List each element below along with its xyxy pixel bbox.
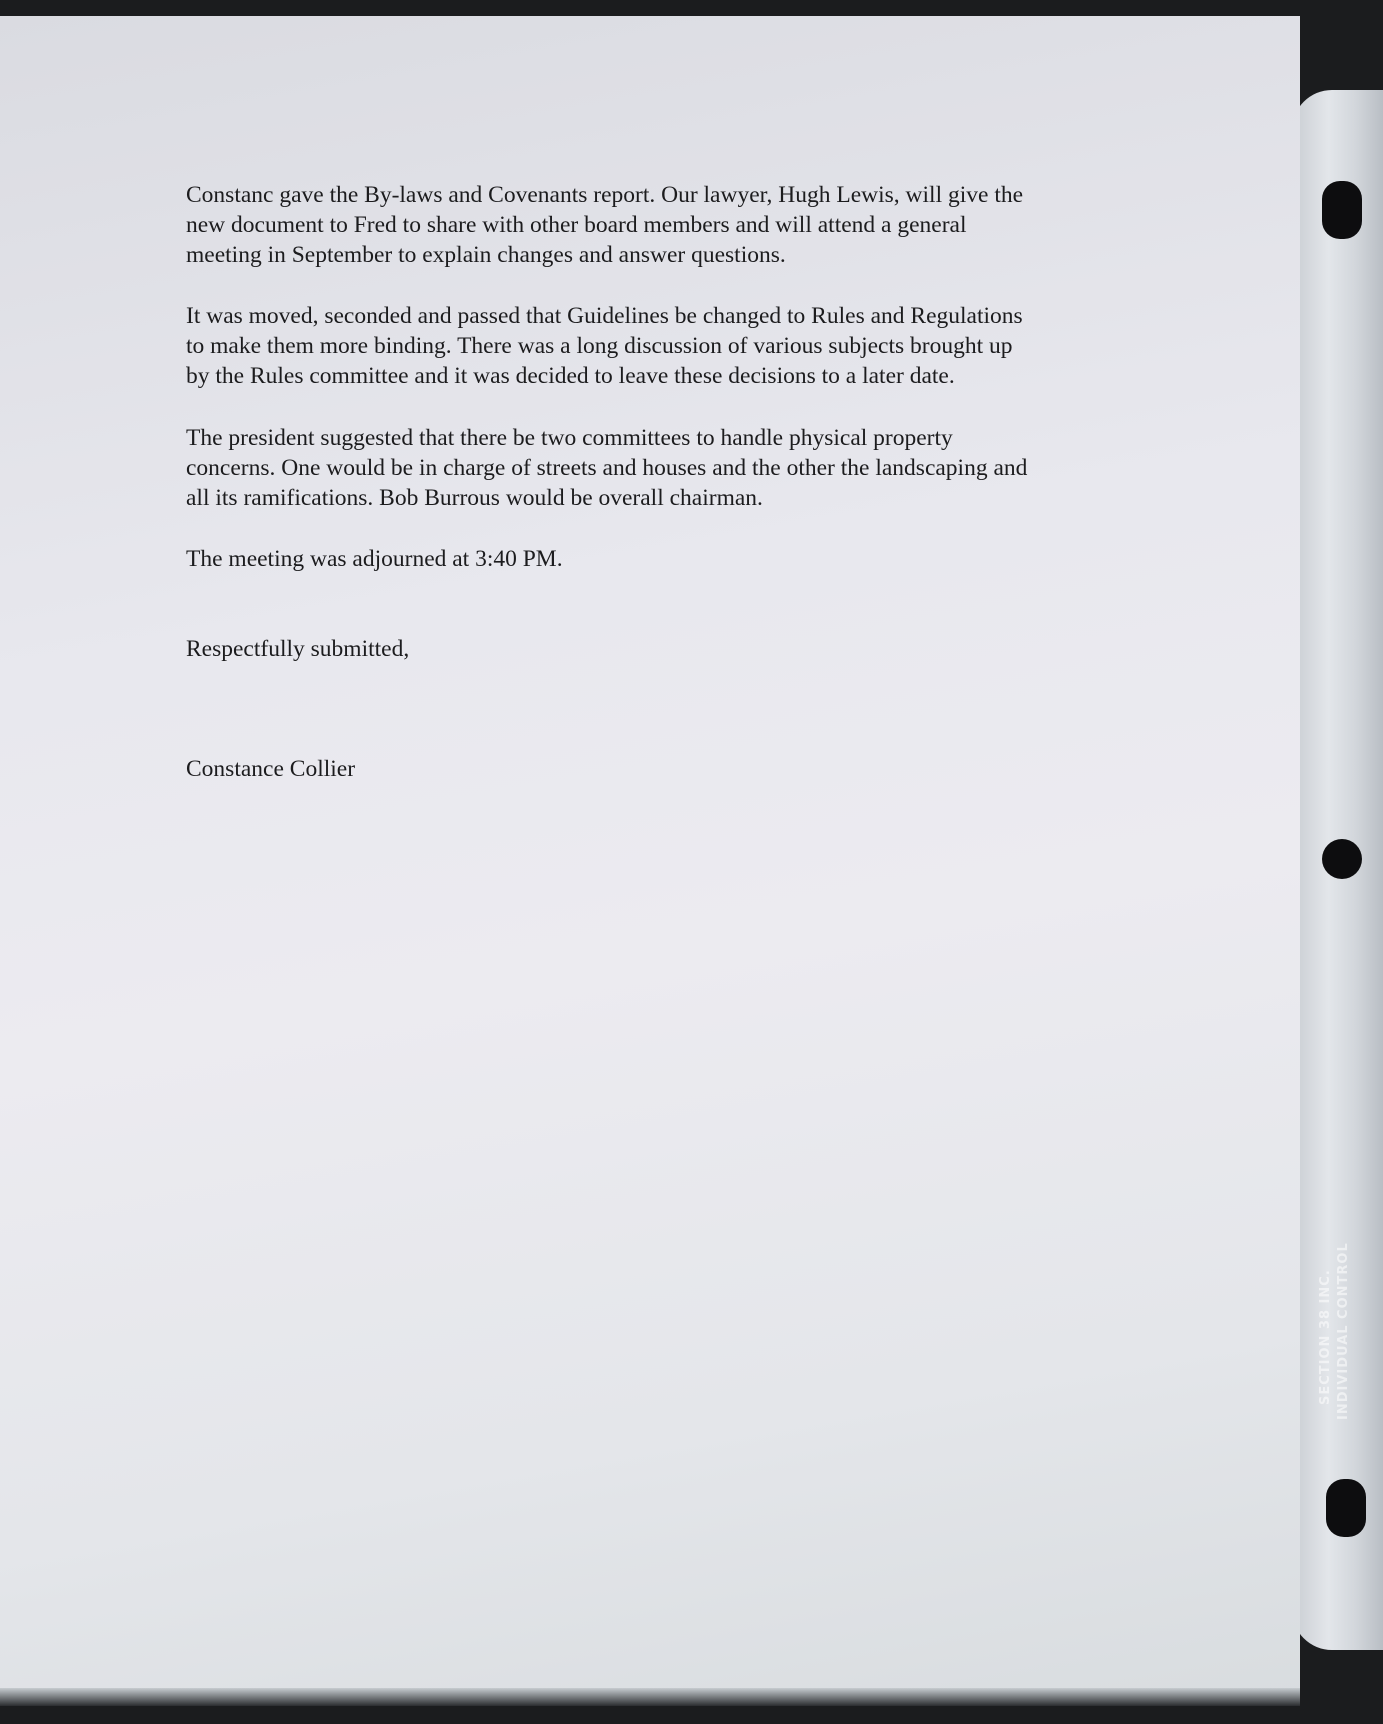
punch-hole-bottom xyxy=(1326,1479,1366,1537)
text-line: to make them more binding. There was a long discussion of various subjects brought up xyxy=(186,333,1013,359)
paragraph-rules-regulations xyxy=(186,301,1106,391)
paragraph-bylaws-report xyxy=(186,180,1106,270)
signature-name: Constance Collier xyxy=(186,756,356,782)
text-line: The president suggested that there be two committees to handle physical property xyxy=(186,425,953,451)
text-line: by the Rules committee and it was decided to leave these decisions to a later date. xyxy=(186,363,955,389)
text-line: meeting in September to explain changes and answer questions. xyxy=(186,242,786,268)
text-line: The meeting was adjourned at 3:40 PM. xyxy=(186,546,563,572)
closing-text: Respectfully submitted, xyxy=(186,636,410,662)
text-line: Constanc gave the By-laws and Covenants report. Our lawyer, Hugh Lewis, will give the xyxy=(186,182,1024,208)
punch-hole-middle xyxy=(1322,839,1362,879)
closing-line xyxy=(186,634,1106,664)
document-page xyxy=(0,16,1300,1706)
text-line: new document to Fred to share with other board members and will attend a general xyxy=(186,212,967,238)
signature-line xyxy=(186,754,1106,784)
text-line: all its ramifications. Bob Burrous would be overall chairman. xyxy=(186,485,763,511)
paragraph-adjourned xyxy=(186,544,1106,574)
text-line: It was moved, seconded and passed that Guidelines be changed to Rules and Regulations xyxy=(186,303,1023,329)
page-bottom-edge xyxy=(0,1688,1300,1706)
punch-hole-top xyxy=(1322,181,1362,239)
sleeve-imprint-2: SECTION 38 INC. xyxy=(1318,1269,1333,1405)
paragraph-committees xyxy=(186,423,1106,513)
text-line: concerns. One would be in charge of streets and houses and the other the landscaping and xyxy=(186,455,1028,481)
sleeve-imprint-1: INDIVIDUAL CONTROL xyxy=(1336,1242,1351,1420)
